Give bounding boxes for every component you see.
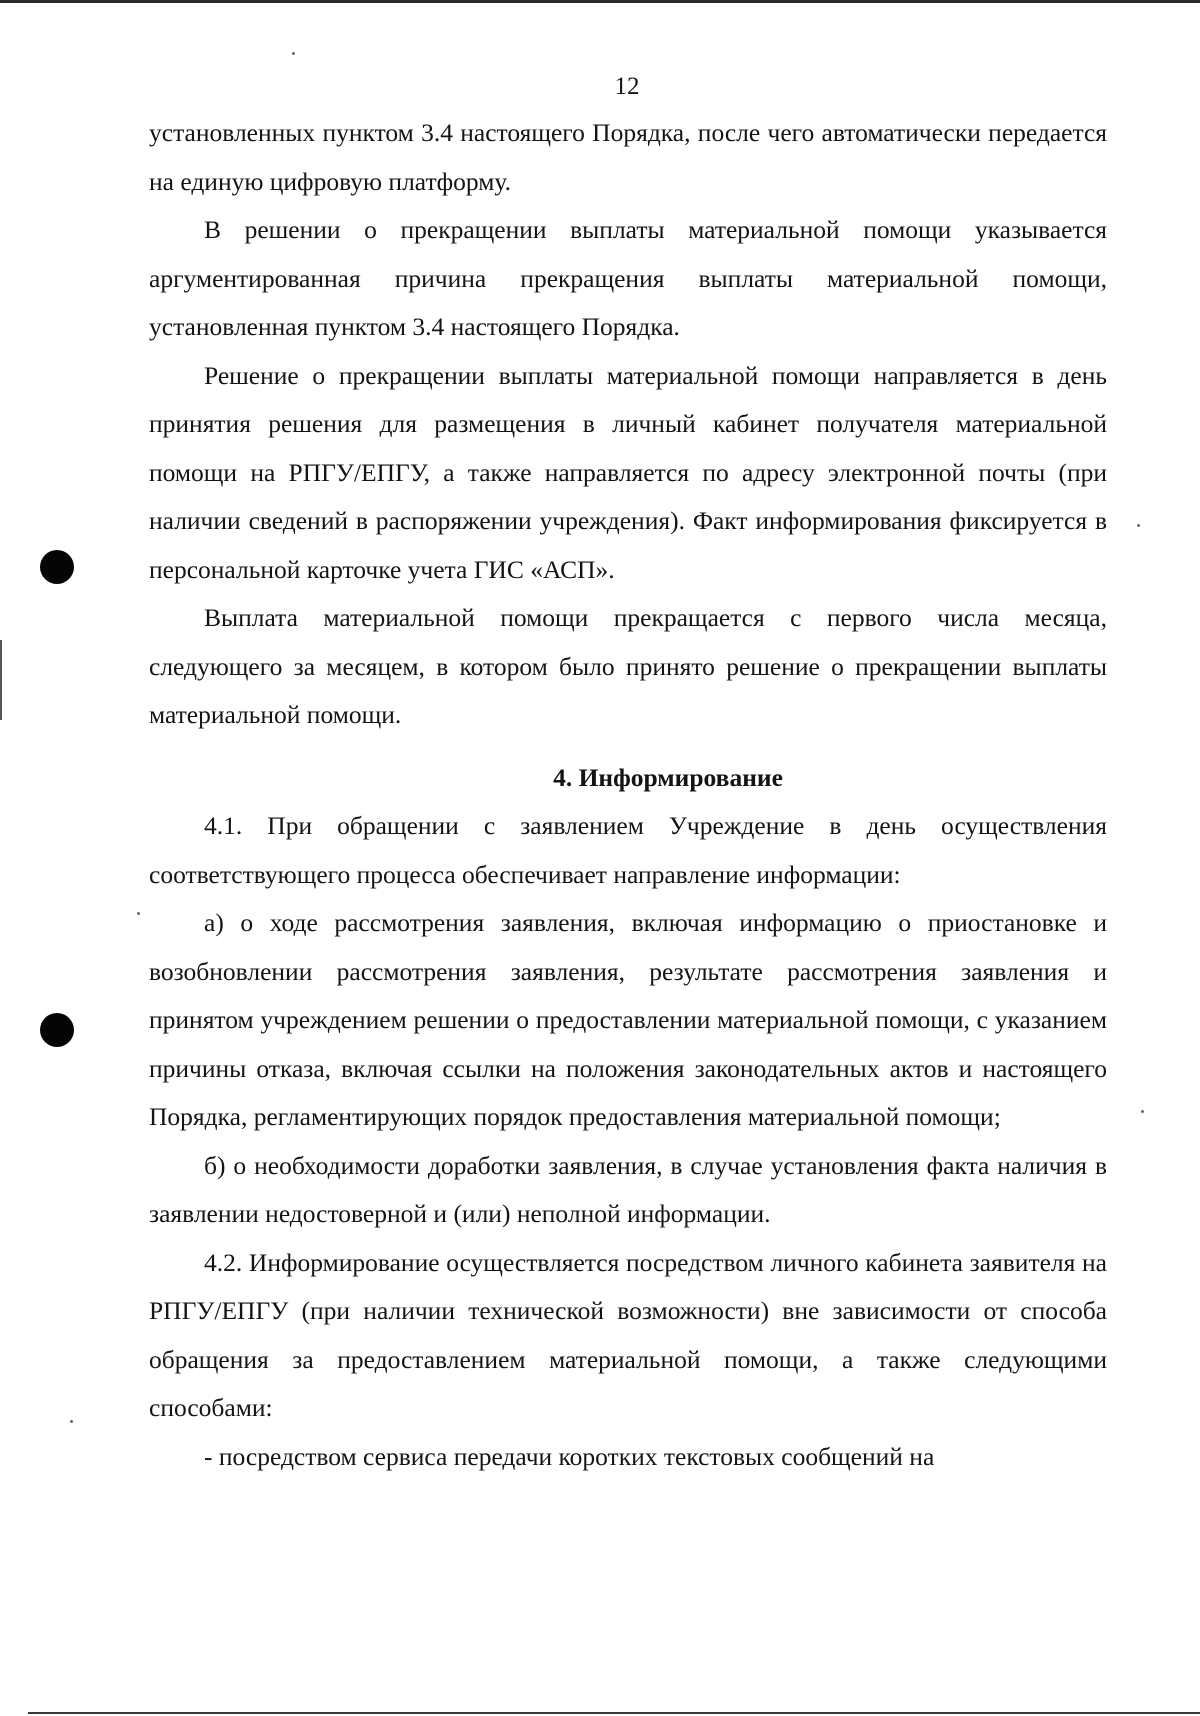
paragraph-payment-termination-date: Выплата материальной помощи прекращается с первого числа месяца, следующего за месяцем, в котором было принято решение о прекращении выплаты материальной помощи. <box>149 603 1107 729</box>
scan-bottom-edge <box>28 1712 1200 1714</box>
paragraph-4-2-bullet: - посредством сервиса передачи коротких текстовых сообщений на <box>204 1441 935 1471</box>
scan-left-edge <box>0 640 2 720</box>
paragraph-4-1: 4.1. При обращении с заявлением Учреждение в день осуществления соответствующего процесса обеспечивает направление информации: <box>149 811 1107 889</box>
section-heading-informing: 4. Информирование <box>553 762 783 792</box>
scan-speck <box>1141 1110 1144 1113</box>
paragraph-termination-decision-delivery: Решение о прекращении выплаты материальной помощи направляется в день принятия решения для размещения в личный кабинет получателя материальной помощи на РПГУ/ЕПГУ, а также направляется по адресу электронной почты (при наличии сведений в распоряжении учреждения). Факт информирования фиксируется в персональной карточке учета ГИС «АСП». <box>149 360 1107 584</box>
scan-speck <box>137 912 140 915</box>
paragraph-4-2: 4.2. Информирование осуществляется посредством личного кабинета заявителя на РПГУ/ЕПГУ (при наличии технической возможности) вне зависимости от способа обращения за предоставлением материальной помощи, а также следующими способами: <box>149 1247 1107 1422</box>
scan-speck <box>292 52 295 55</box>
scan-top-edge <box>0 0 1200 3</box>
paragraph-4-1-b: б) о необходимости доработки заявления, в случае установления факта наличия в заявлении недостоверной и (или) неполной информации. <box>149 1150 1107 1228</box>
document-body <box>149 109 1107 1481</box>
paragraph-continuation: установленных пунктом 3.4 настоящего Порядка, после чего автоматически передается на единую цифровую платформу. <box>149 118 1107 196</box>
scan-speck <box>70 1420 73 1423</box>
page-number: 12 <box>614 73 640 100</box>
scan-speck <box>1137 524 1140 527</box>
paragraph-4-1-a: а) о ходе рассмотрения заявления, включая информацию о приостановке и возобновлении рассмотрения заявления, результате рассмотрения заявления и принятом учреждением решении о предоставлении материальной помощи, с указанием причины отказа, включая ссылки на положения законодательных актов и настоящего Порядка, регламентирующих порядок предоставления материальной помощи; <box>149 908 1107 1131</box>
paragraph-termination-decision-reason: В решении о прекращении выплаты материальной помощи указывается аргументированная причина прекращения выплаты материальной помощи, установленная пунктом 3.4 настоящего Порядка. <box>149 215 1107 341</box>
punch-hole-lower <box>40 1013 74 1047</box>
punch-hole-upper <box>40 550 74 584</box>
